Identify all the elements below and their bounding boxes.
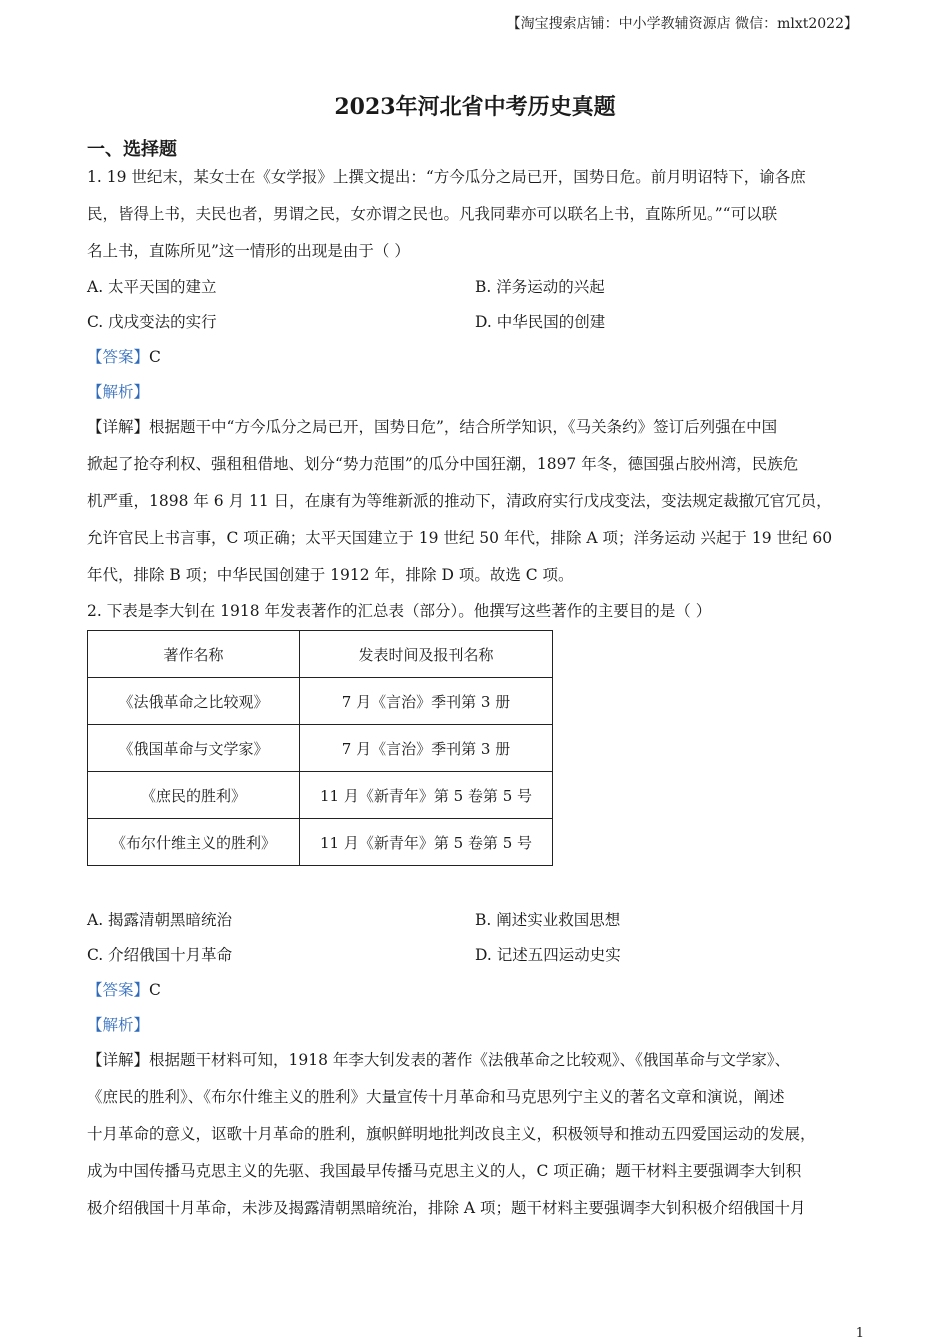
q2-stem: 2. 下表是李大钊在 1918 年发表著作的汇总表（部分）。他撰写这些著作的主要目的是（ ） [87, 602, 712, 620]
q2-option-d: D. 记述五四运动史实 [475, 946, 621, 964]
detail-text: 根据题干中“方今瓜分之局已开，国势日危”，结合所学知识，《马关条约》签订后列强在中国 [149, 418, 778, 436]
q1-detail-line: 允许官民上书言事，C 项正确；太平天国建立于 19 世纪 50 年代，排除 A 项；洋务运动 兴起于 19 世纪 60 [87, 529, 833, 547]
q1-answer [87, 345, 161, 367]
table-cell-publication: 11 月《新青年》第 5 卷第 5 号 [300, 819, 553, 866]
q1-detail-line: 机严重，1898 年 6 月 11 日，在康有为等维新派的推动下，清政府实行戊戌变法，变法规定裁撤冗官冗员， [87, 492, 832, 510]
q1-option-b: B. 洋务运动的兴起 [475, 278, 605, 296]
q2-detail-line: 成为中国传播马克思主义的先驱、我国最早传播马克思主义的人，C 项正确；题干材料主要强调李大钊积 [87, 1162, 802, 1180]
q2-detail-line [87, 1048, 790, 1070]
table-header-cell: 著作名称 [88, 631, 300, 678]
q1-option-d: D. 中华民国的创建 [475, 313, 606, 331]
q2-detail-line: 十月革命的意义，讴歌十月革命的胜利，旗帜鲜明地批判改良主义，积极领导和推动五四爱国运动的发展， [87, 1125, 816, 1143]
table-row [88, 772, 553, 819]
q2-option-b: B. 阐述实业救国思想 [475, 911, 621, 929]
detail-tag: 【详解】 [87, 418, 150, 436]
table-cell-title: 《庶民的胜利》 [88, 772, 300, 819]
q1-detail-line: 年代，排除 B 项；中华民国创建于 1912 年，排除 D 项。故选 C 项。 [87, 566, 574, 584]
q2-option-c: C. 介绍俄国十月革命 [87, 946, 233, 964]
q2-detail-line: 《庶民的胜利》、《布尔什维主义的胜利》大量宣传十月革命和马克思列宁主义的著名文章和演说，阐述 [87, 1088, 785, 1106]
table-cell-publication: 7 月《言治》季刊第 3 册 [300, 678, 553, 725]
table-cell-title: 《俄国革命与文学家》 [88, 725, 300, 772]
q1-analysis-tag: 【解析】 [87, 383, 150, 401]
q1-option-c: C. 戊戌变法的实行 [87, 313, 217, 331]
table-cell-title: 《布尔什维主义的胜利》 [88, 819, 300, 866]
table-cell-title: 《法俄革命之比较观》 [88, 678, 300, 725]
q1-stem-line: 民，皆得上书，夫民也者，男谓之民，女亦谓之民也。凡我同辈亦可以联名上书，直陈所见。”“可以联 [87, 205, 778, 223]
answer-tag: 【答案】 [87, 981, 150, 999]
answer-value: C [149, 981, 161, 999]
q1-stem-line: 1. 19 世纪末，某女士在《女学报》上撰文提出：“方今瓜分之局已开，国势日危。前月明诏特下，谕各庶 [87, 168, 806, 186]
q2-detail-line: 极介绍俄国十月革命，未涉及揭露清朝黑暗统治，排除 A 项；题干材料主要强调李大钊积极介绍俄国十月 [87, 1199, 806, 1217]
answer-value: C [149, 348, 161, 366]
table-header-cell: 发表时间及报刊名称 [300, 631, 553, 678]
header-note: 【淘宝搜索店铺：中小学教辅资源店 微信：mlxt2022】 [506, 16, 858, 32]
q1-option-a: A. 太平天国的建立 [87, 278, 217, 296]
q2-answer [87, 978, 161, 1000]
q1-stem-line: 名上书，直陈所见”这一情形的出现是由于（ ） [87, 242, 410, 260]
answer-tag: 【答案】 [87, 348, 150, 366]
q1-detail-line: 掀起了抢夺利权、强租租借地、划分“势力范围”的瓜分中国狂潮，1897 年冬，德国强占胶州湾，民族危 [87, 455, 799, 473]
table-row [88, 678, 553, 725]
page-number: 1 [855, 1326, 864, 1341]
table-cell-publication: 11 月《新青年》第 5 卷第 5 号 [300, 772, 553, 819]
table-row [88, 725, 553, 772]
table-header-row [88, 631, 553, 678]
table-cell-publication: 7 月《言治》季刊第 3 册 [300, 725, 553, 772]
page-title: 2023年河北省中考历史真题 [334, 94, 616, 120]
works-table [87, 630, 553, 866]
q2-analysis-tag: 【解析】 [87, 1016, 150, 1034]
detail-text: 根据题干材料可知，1918 年李大钊发表的著作《法俄革命之比较观》、《俄国革命与文学家》、 [149, 1051, 791, 1069]
detail-tag: 【详解】 [87, 1051, 150, 1069]
section-heading: 一、选择题 [87, 139, 177, 160]
q1-detail-line [87, 415, 777, 437]
q2-option-a: A. 揭露清朝黑暗统治 [87, 911, 233, 929]
table-row [88, 819, 553, 866]
